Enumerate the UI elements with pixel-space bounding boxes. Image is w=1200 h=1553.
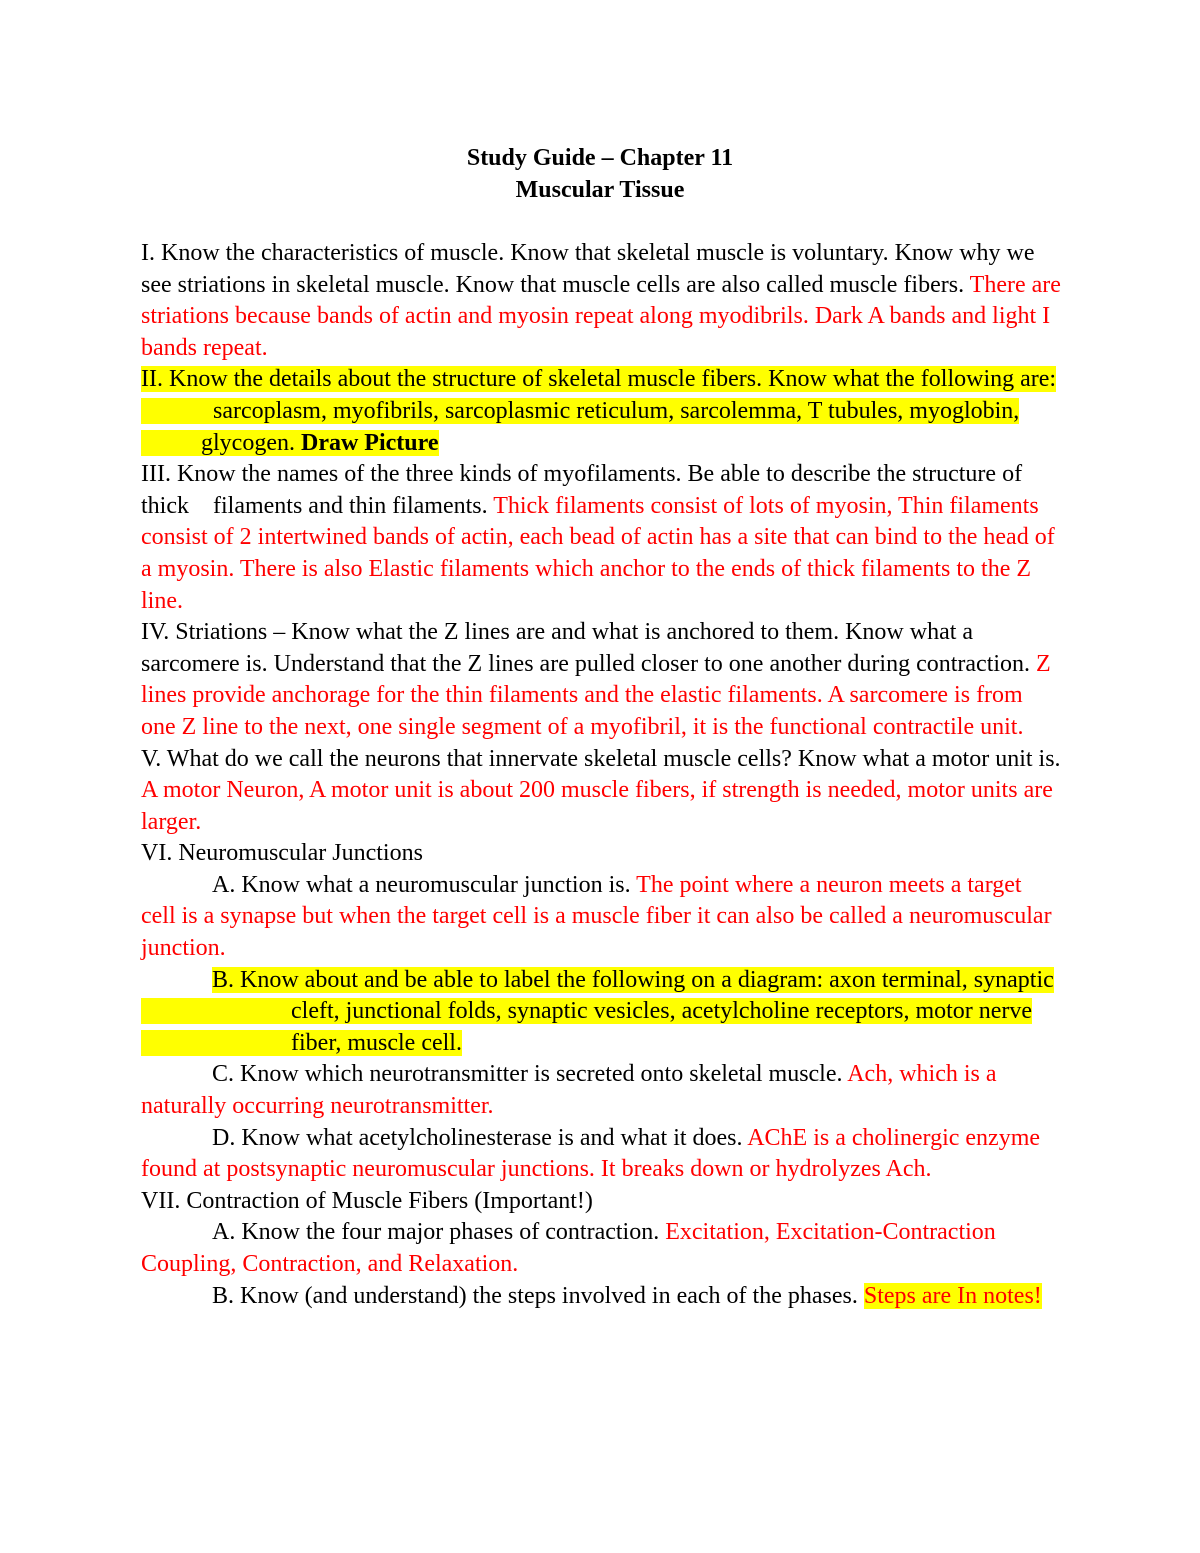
section-7a-answer: Excitation, Excitation-Contraction Coupling, Contraction, and Relaxation. — [141, 1219, 996, 1277]
section-3-answer: Thick filaments consist of lots of myosin, Thin filaments consist of 2 intertwined bands of actin, each bead of actin has a site that can bind to the head of a myosin. There is also Elastic filaments which anchor to the ends of thick filaments to the Z line. — [141, 492, 1055, 614]
section-7b — [141, 1281, 1061, 1313]
section-6c-question: C. Know which neurotransmitter is secreted onto skeletal muscle. — [212, 1061, 843, 1088]
section-5-question: V. What do we call the neurons that innervate skeletal muscle cells? Know what a motor unit is. — [141, 745, 1061, 772]
section-2 — [141, 364, 1061, 459]
section-1 — [141, 238, 1061, 364]
section-2-question-part1: II. Know the details about the structure of skeletal muscle fibers. Know what the following are: — [141, 366, 1057, 393]
section-6b — [141, 965, 1061, 1060]
section-6c-answer: Ach, which is a naturally occurring neurotransmitter. — [141, 1061, 997, 1120]
section-2-question — [141, 366, 1056, 455]
section-1-answer: There are striations because bands of actin and myosin repeat along myodibrils. Dark A bands and light I bands repeat. — [141, 271, 1061, 361]
section-4-question: IV. Striations – Know what the Z lines are and what is anchored to them. Know what a sarcomere is. Understand that the Z lines are pulled closer to one another during contraction. — [141, 619, 1031, 677]
section-6d — [141, 1123, 1061, 1186]
section-3-question-part2: filaments and thin filaments. — [213, 492, 488, 519]
section-7a — [141, 1217, 1061, 1280]
section-1-question: I. Know the characteristics of muscle. Know that skeletal muscle is voluntary. Know why we see striations in skeletal muscle. Know that muscle cells are also called muscle fibers. — [141, 240, 1035, 298]
section-2-question-part2: sarcoplasm, myofibrils, sarcoplasmic reticulum, sarcolemma, T tubules, myoglobin, — [213, 397, 1020, 424]
section-5-answer: A motor Neuron, A motor unit is about 200 muscle fibers, if strength is needed, motor units are larger. — [141, 777, 1053, 835]
draw-picture-label: Draw Picture — [300, 429, 439, 456]
section-6b-question-part3: fiber, muscle cell. — [291, 1029, 462, 1056]
section-6-heading: VI. Neuromuscular Junctions — [141, 840, 423, 867]
section-6a-question: A. Know what a neuromuscular junction is. — [212, 871, 631, 898]
section-7a-question: A. Know the four major phases of contraction. — [212, 1219, 660, 1246]
section-4 — [141, 617, 1061, 743]
study-guide-body — [141, 238, 1061, 1312]
section-3 — [141, 459, 1061, 617]
section-6a — [141, 870, 1061, 965]
section-5 — [141, 744, 1061, 839]
section-4-answer: Z lines provide anchorage for the thin filaments and the elastic filaments. A sarcomere is from one Z line to the next, one single segment of a myofibril, it is the functional contractile unit. — [141, 650, 1051, 740]
section-7-heading: VII. Contraction of Muscle Fibers (Important!) — [141, 1187, 593, 1214]
section-6c — [141, 1059, 1061, 1122]
section-7b-answer: Steps are In notes! — [863, 1282, 1042, 1309]
page-title: Study Guide – Chapter 11 — [466, 145, 734, 171]
section-6b-question — [141, 967, 1054, 1056]
section-6a-answer: The point where a neuron meets a target cell is a synapse but when the target cell is a muscle fiber it can also be called a neuromuscular junction. — [141, 871, 1052, 962]
section-6b-question-part1: B. Know about and be able to label the following on a diagram: axon terminal, synaptic — [212, 966, 1054, 993]
section-7b-question: B. Know (and understand) the steps involved in each of the phases. — [212, 1282, 858, 1309]
section-6b-question-part2: cleft, junctional folds, synaptic vesicles, acetylcholine receptors, motor nerve — [291, 998, 1033, 1025]
page-subtitle: Muscular Tissue — [515, 177, 685, 203]
section-6d-answer: AChE is a cholinergic enzyme found at postsynaptic neuromuscular junctions. It breaks down or hydrolyzes Ach. — [141, 1124, 1041, 1183]
section-2-question-part3: glycogen. — [201, 429, 295, 456]
section-3-question-part1: III. Know the names of the three kinds of myofilaments. Be able to describe the structure of thick — [141, 461, 1023, 519]
section-6d-question: D. Know what acetylcholinesterase is and what it does. — [212, 1124, 743, 1151]
